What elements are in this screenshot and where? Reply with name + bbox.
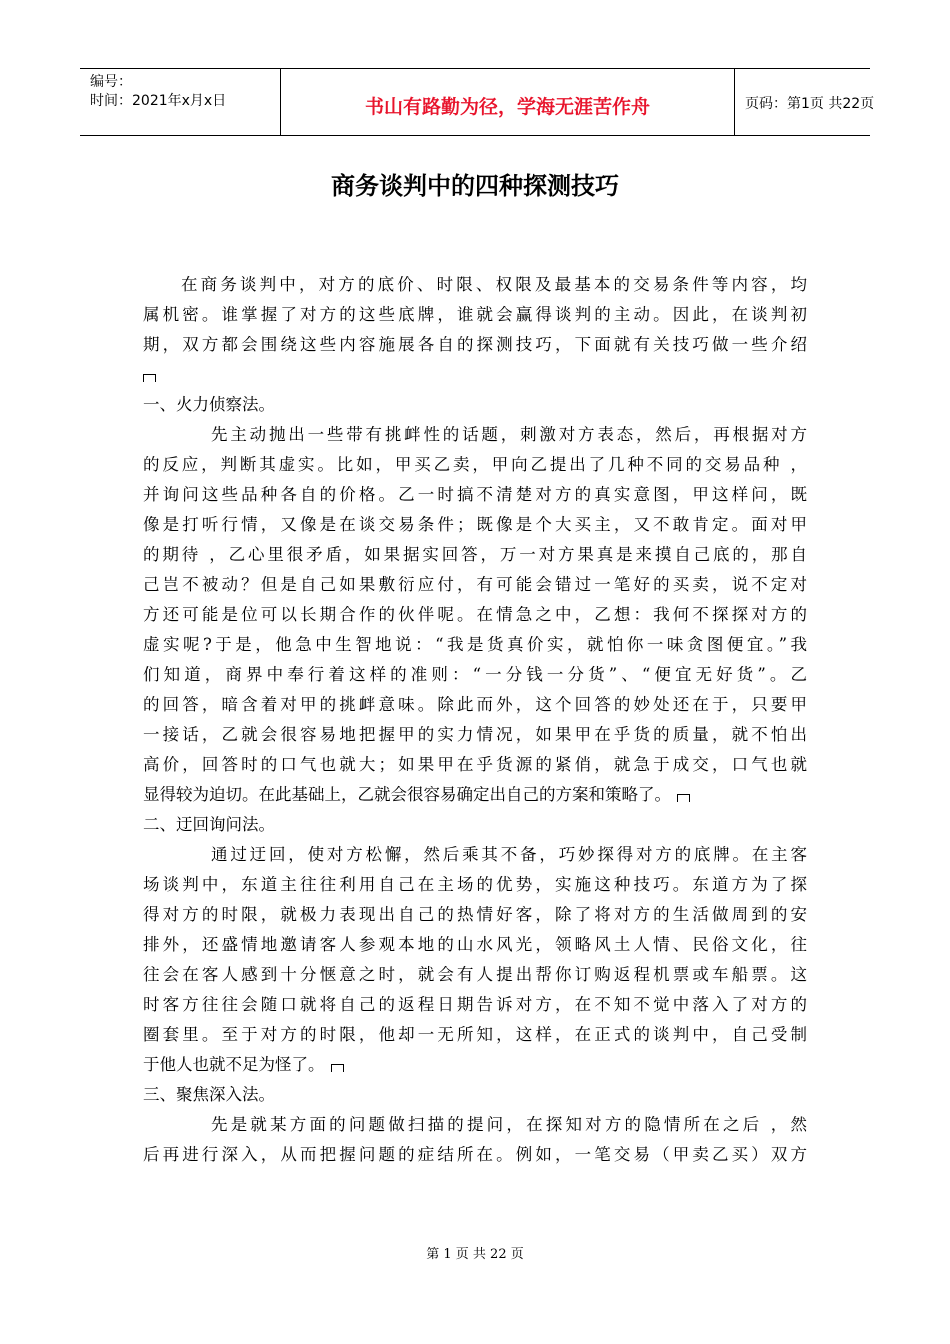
section-heading: 二、迂回询问法。 bbox=[143, 815, 275, 834]
body-line: 方还可能是位可以长期合作的伙伴呢。在情急之中，乙想：我何不探探对方的 bbox=[143, 605, 807, 624]
body-line: 一接话，乙就会很容易地把握甲的实力情况，如果甲在乎货的质量，就不怕出 bbox=[143, 725, 807, 744]
body-line: 场谈判中，东道主往往利用自己在主场的优势，实施这种技巧。东道方为了探 bbox=[143, 875, 807, 894]
body-line: 期，双方都会围绕这些内容施展各自的探测技巧，下面就有关技巧做一些介绍 bbox=[143, 335, 807, 354]
body-line: 像是打听行情，又像是在谈交易条件；既像是个大买主，又不敢肯定。面对甲 bbox=[143, 515, 807, 534]
body-line: 己岂不被动？但是自己如果敷衍应付，有可能会错过一笔好的买卖，说不定对 bbox=[143, 575, 807, 594]
body-line: 排外，还盛情地邀请客人参观本地的山水风光，领略风土人情、民俗文化，往 bbox=[143, 935, 807, 954]
body-line: 得对方的时限，就极力表现出自己的热情好客，除了将对方的生活做周到的安 bbox=[143, 905, 807, 924]
paragraph-end-line bbox=[143, 360, 807, 390]
body-line: 的回答，暗含着对甲的挑衅意味。除此而外，这个回答的妙处还在于，只要甲 bbox=[143, 695, 807, 714]
body-line: 在商务谈判中，对方的底价、时限、权限及最基本的交易条件等内容，均 bbox=[181, 275, 807, 294]
motto: 书山有路勤为径，学海无涯苦作舟 bbox=[364, 96, 650, 118]
body-line: 后再进行深入，从而把握问题的症结所在。例如，一笔交易（甲卖乙买）双方 bbox=[143, 1145, 807, 1164]
header-info-cell bbox=[80, 69, 281, 135]
body-line: 的反应，判断其虚实。比如，甲买乙卖，甲向乙提出了几种不同的交易品种 ， bbox=[143, 455, 807, 474]
section-heading: 三、聚焦深入法。 bbox=[143, 1085, 275, 1104]
section-heading: 一、火力侦察法。 bbox=[143, 395, 275, 414]
body-line: 于他人也就不足为怪了。 bbox=[143, 1055, 325, 1074]
document-body bbox=[143, 270, 807, 1170]
page-info: 页码：第1页 共22页 bbox=[745, 96, 875, 112]
body-line: 们知道，商界中奉行着这样的准则：“一分钱一分货”、“便宜无好货”。乙 bbox=[143, 665, 807, 684]
body-line: 先主动抛出一些带有挑衅性的话题，刺激对方表态，然后，再根据对方 bbox=[211, 425, 807, 444]
body-line: 通过迂回，使对方松懈，然后乘其不备，巧妙探得对方的底牌。在主客 bbox=[211, 845, 807, 864]
header-page-cell bbox=[735, 69, 875, 135]
body-line: 显得较为迫切。在此基础上，乙就会很容易确定出自己的方案和策略了。 bbox=[143, 785, 671, 804]
body-line: 的期待 ，乙心里很矛盾，如果据实回答，万一对方果真是来摸自己底的，那自 bbox=[143, 545, 807, 564]
paragraph-mark-icon bbox=[331, 1064, 344, 1072]
body-line: 属机密。谁掌握了对方的这些底牌，谁就会赢得谈判的主动。因此，在谈判初 bbox=[143, 305, 807, 324]
body-line: 高价，回答时的口气也就大；如果甲在乎货源的紧俏，就急于成交，口气也就 bbox=[143, 755, 807, 774]
paragraph-mark-icon bbox=[143, 374, 156, 382]
date-line: 时间：2021年x月x日 bbox=[90, 93, 227, 109]
header-table bbox=[80, 68, 875, 136]
paragraph-mark-icon bbox=[677, 794, 690, 802]
body-line: 时客方往往会随口就将自己的返程日期告诉对方，在不知不觉中落入了对方的 bbox=[143, 995, 807, 1014]
body-line: 圈套里。至于对方的时限，他却一无所知，这样，在正式的谈判中，自己受制 bbox=[143, 1025, 807, 1044]
body-line: 虚实呢?于是，他急中生智地说：“我是货真价实，就怕你一味贪图便宜。”我 bbox=[143, 635, 807, 654]
body-line: 往会在客人感到十分惬意之时，就会有人提出帮你订购返程机票或车船票。这 bbox=[143, 965, 807, 984]
body-line: 先是就某方面的问题做扫描的提问，在探知对方的隐情所在之后 ，然 bbox=[211, 1115, 807, 1134]
header-motto-cell bbox=[281, 69, 735, 135]
paragraph-end-line bbox=[143, 1050, 807, 1080]
number-label: 编号： bbox=[90, 74, 132, 90]
body-line: 并询问这些品种各自的价格。乙一时搞不清楚对方的真实意图，甲这样问，既 bbox=[143, 485, 807, 504]
document-title: 商务谈判中的四种探测技巧 bbox=[331, 172, 619, 200]
paragraph-end-line bbox=[143, 780, 807, 810]
page-footer: 第 1 页 共 22 页 bbox=[426, 1247, 524, 1262]
